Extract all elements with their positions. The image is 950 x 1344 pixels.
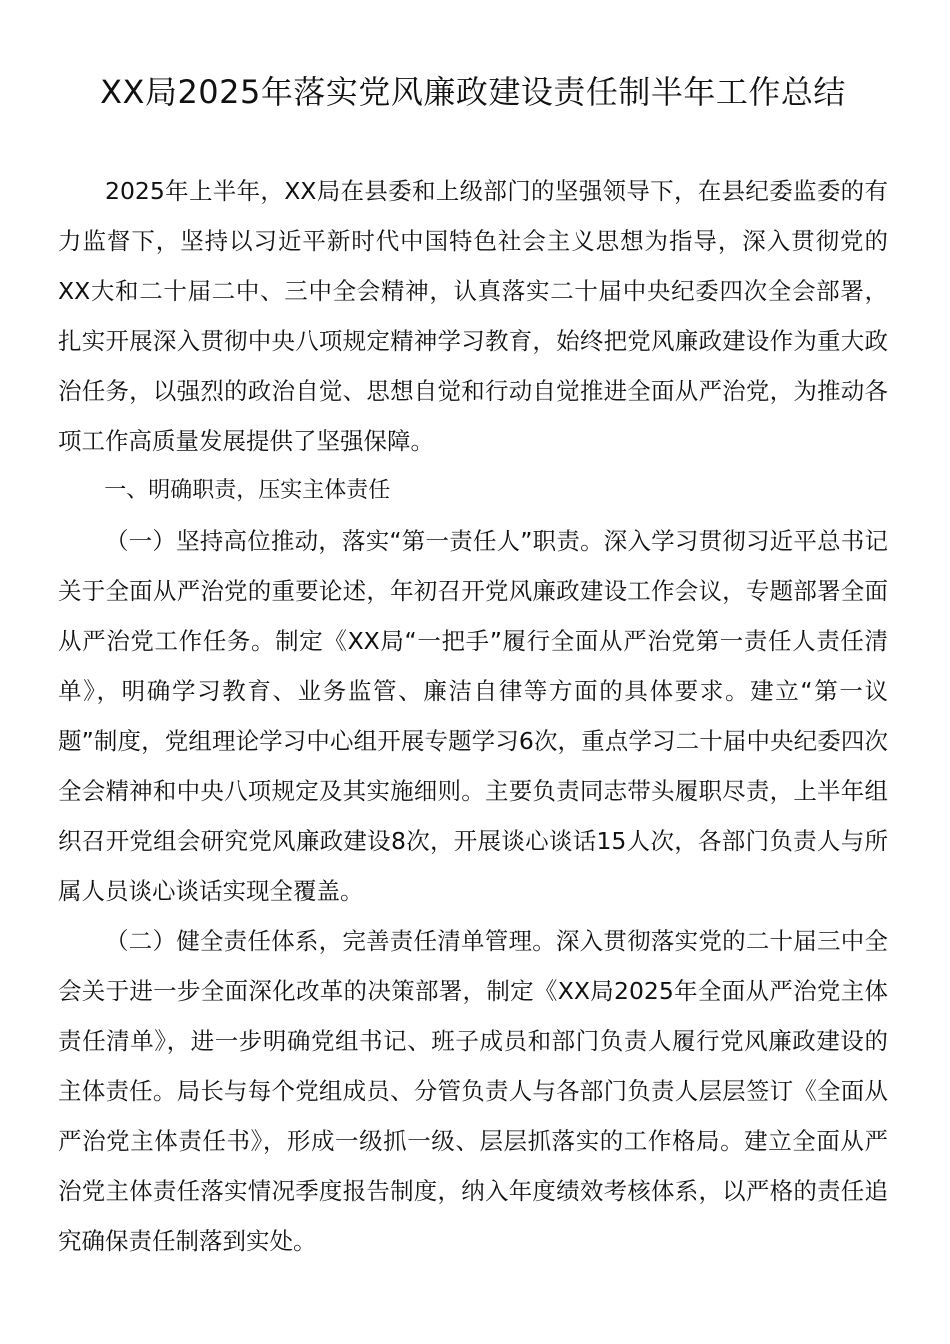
subsection-paragraph-2: （二）健全责任体系，完善责任清单管理。深入贯彻落实党的二十届三中全会关于进一步全面深化改革的决策部署，制定《XX局2025年全面从严治党主体责任清单》，进一步明确党组书记、班子成员和部门负责人履行党风廉政建设的主体责任。局长与每个党组成员、分管负责人与各部门负责人层层签订《全面从严治党主体责任书》，形成一级抓一级、层层抓落实的工作格局。建立全面从严治党主体责任落实情况季度报告制度，纳入年度绩效考核体系，以严格的责任追究确保责任制落到实处。 bbox=[58, 927, 888, 1255]
document-title: XX局2025年落实党风廉政建设责任制半年工作总结 bbox=[100, 73, 846, 111]
section-heading-1: 一、明确职责，压实主体责任 bbox=[104, 478, 391, 503]
intro-paragraph: 2025年上半年，XX局在县委和上级部门的坚强领导下，在县纪委监委的有力监督下，坚持以习近平新时代中国特色社会主义思想为指导，深入贯彻党的XX大和二十届二中、三中全会精神，认真落实二十届中央纪委四次全会部署，扎实开展深入贯彻中央八项规定精神学习教育，始终把党风廉政建设作为重大政治任务，以强烈的政治自觉、思想自觉和行动自觉推进全面从严治党，为推动各项工作高质量发展提供了坚强保障。 bbox=[58, 177, 888, 455]
document-body bbox=[58, 166, 888, 1266]
subsection-paragraph-1: （一）坚持高位推动，落实“第一责任人”职责。深入学习贯彻习近平总书记关于全面从严治党的重要论述，年初召开党风廉政建设工作会议，专题部署全面从严治党工作任务。制定《XX局“一把手”履行全面从严治党第一责任人责任清单》，明确学习教育、业务监管、廉洁自律等方面的具体要求。建立“第一议题”制度，党组理论学习中心组开展专题学习6次，重点学习二十届中央纪委四次全会精神和中央八项规定及其实施细则。主要负责同志带头履职尽责，上半年组织召开党组会研究党风廉政建设8次，开展谈心谈话15人次，各部门负责人与所属人员谈心谈话实现全覆盖。 bbox=[58, 527, 888, 905]
